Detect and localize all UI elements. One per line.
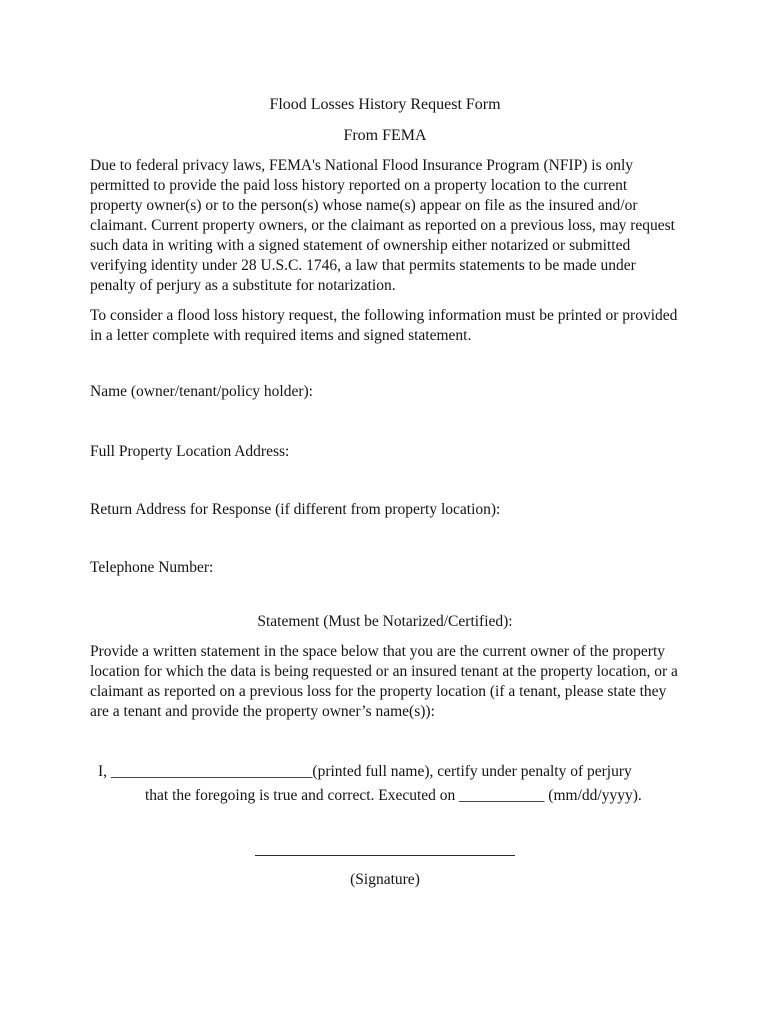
intro-paragraph: Due to federal privacy laws, FEMA's National Flood Insurance Program (NFIP) is only permitted to provide the paid loss history reported on a property location to the current property owner(s) or to the person(s) whose name(s) appear on file as the insured and/or claimant. Current property owners, or the claimant as reported on a previous loss, may request such data in writing with a signed statement of ownership either notarized or submitted verifying identity under 28 U.S.C. 1746, a law that permits statements to be made under penalty of perjury as a substitute for notarization. xyxy=(90,157,675,294)
field-label-name: Name (owner/tenant/policy holder): xyxy=(90,383,313,400)
signature-line xyxy=(255,855,515,856)
certification-line-1: I, __________________________(printed full name), certify under penalty of perjury xyxy=(98,763,632,780)
statement-heading: Statement (Must be Notarized/Certified): xyxy=(257,613,513,630)
document-subtitle: From FEMA xyxy=(343,127,427,144)
document-title: Flood Losses History Request Form xyxy=(269,96,501,113)
instruction-paragraph: To consider a flood loss history request, the following information must be printed or provided in a letter complete with required items and signed statement. xyxy=(90,307,678,344)
certification-line-2: that the foregoing is true and correct. Executed on ___________ (mm/dd/yyyy). xyxy=(145,787,642,804)
statement-paragraph: Provide a written statement in the space below that you are the current owner of the property location for which the data is being requested or an insured tenant at the property location, or a claimant as reported on a previous loss for the property location (if a tenant, please state they are a tenant and provide the property owner’s name(s)): xyxy=(90,643,678,720)
signature-caption: (Signature) xyxy=(350,871,420,888)
field-label-return-address: Return Address for Response (if different from property location): xyxy=(90,501,501,518)
field-label-property-address: Full Property Location Address: xyxy=(90,443,290,460)
field-label-telephone: Telephone Number: xyxy=(90,559,214,576)
